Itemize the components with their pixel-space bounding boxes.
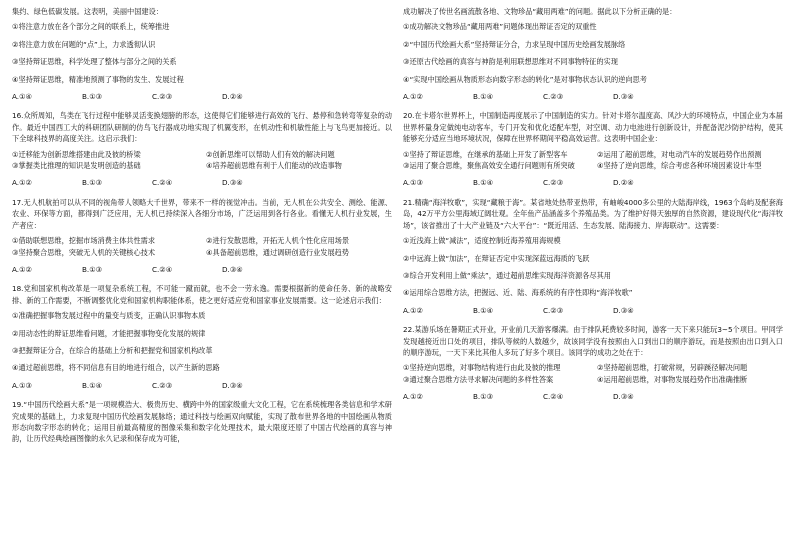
question-20-stem: 20.在卡塔尔世界杯上，中国制造再度展示了中国制造的实力。针对卡塔尔温度高、风沙大的环境特点，中国企业为本届世界杯量身定做纯电动客车，专门开发和优化适配车型，对空调、动力电池进行创新设计，并配备泥沙防护结构，使其能够充分适应当地环境状况，保障在世界杯期间平稳高效运营。这表明中国企业： (403, 111, 783, 144)
option: ④运用综合思维方法，把握远、近、陆、海系统的有序性即构“海洋牧歌” (403, 288, 633, 298)
choice-b[interactable]: B.①③ (82, 264, 103, 274)
question-17-options (12, 235, 392, 258)
option: ④培养超前思维有利于人们能动的改造事物 (206, 161, 342, 171)
option: ①迁移能为创新思维搭建由此及彼的桥梁 (12, 149, 141, 159)
question-18-stem: 18.党和国家机构改革是一项复杂系统工程，不可能一蹴而就，也不会一劳永逸。需要根据新的使命任务、新的战略安排、新的工作需要，不断调整优化党和国家机构职能体系，使之更好适应党和国家事业发展需要。这一论述启示我们： (12, 284, 392, 305)
choice-b[interactable]: B.①③ (473, 392, 494, 402)
question-16-stem: 16.众所周知，鸟类在飞行过程中能够灵活变换翅膀的形态，这使得它们能够进行高效的飞行、悬停和急转弯等复杂的动作。最近中国西工大的科研团队研制的仿鸟飞行器成功地实现了机翼变形，在机动性和机敏性能上与飞鸟更加接近。以下全球科技界的高度关注。这启示我们： (12, 111, 392, 144)
question-22-options (403, 362, 783, 385)
answer-choices (403, 391, 783, 402)
question-17-stem: 17.无人机航拍可以从不同的视角带人领略大千世界，带来不一样的视觉冲击。当前，无人机在公共安全、测绘、能源、农业、环保等方面，都得到广泛应用，无人机已持续深入各细分市场，广泛运用到各行各业。看懂无人机行业发展，生产者应： (12, 197, 392, 230)
choice-c[interactable]: C.②③ (543, 305, 564, 315)
right-column (403, 6, 783, 409)
option: ①坚持了辩证思维，在继承的基础上开发了新型客车 (403, 149, 568, 159)
answer-choices (403, 177, 783, 188)
choice-a[interactable]: A.①③ (403, 178, 423, 188)
intro-text: 集约、绿色低碳发展。这表明，美丽中国建设： (12, 7, 163, 16)
option: ③坚持聚合思维，突破无人机的关键核心技术 (12, 247, 156, 257)
choice-a[interactable]: A.①② (403, 392, 423, 402)
option: ①准确把握事物发展过程中的量变与质变，正确认识事物本质 (12, 311, 206, 321)
left-column (12, 6, 392, 449)
choice-c[interactable]: C.②④ (543, 392, 564, 402)
option: ①坚持逆向思维，对事物结构进行由此及彼的推理 (403, 363, 561, 373)
answer-choices (12, 264, 392, 275)
option: ①成功解决文物珍品“藏用两难”问题体现出辩证否定的双重性 (403, 22, 597, 32)
choice-c[interactable]: C.②③ (543, 178, 564, 188)
choice-a[interactable]: A.①② (12, 178, 32, 188)
option: ①将注意力放在各个部分之间的联系上，统筹推进 (12, 22, 170, 32)
choice-c[interactable]: C.②③ (543, 92, 564, 102)
option: ④通过超前思维，将不同信息有目的地进行组合，以产生新的思路 (12, 363, 220, 373)
answer-choices (12, 177, 392, 188)
choice-d[interactable]: D.②④ (613, 178, 634, 188)
answer-choices (12, 91, 392, 102)
choice-d[interactable]: D.③④ (613, 392, 634, 402)
option: ④运用超前思维，对事物发展趋势作出准确推断 (597, 374, 748, 384)
question-16-options (12, 149, 392, 172)
option: ③坚持辩证思维，科学处理了整体与部分之间的关系 (12, 57, 177, 67)
option: ③把握辩证分合，在综合的基础上分析和把握党和国家机构改革 (12, 345, 213, 355)
choice-d[interactable]: D.③④ (222, 264, 243, 274)
question-19-continued: 成功解决了传世名画流散各地、文物珍品“藏用两难”的问题。据此以下分析正确的是： (403, 7, 677, 16)
choice-b[interactable]: B.①④ (82, 380, 103, 390)
choice-d[interactable]: D.③④ (613, 92, 634, 102)
answer-choices (12, 380, 392, 391)
choice-a[interactable]: A.①④ (12, 92, 32, 102)
option: ②坚持超前思维，打破常规，另辟蹊径解决问题 (597, 363, 748, 373)
choice-c[interactable]: C.②④ (152, 264, 173, 274)
choice-d[interactable]: D.③④ (222, 178, 243, 188)
option: ②用动态性的辩证思维看问题，才能把握事物变化发展的规律 (12, 328, 206, 338)
question-19-stem: 19.“中国历代绘画大系”是一项规模浩大、极贵历史、横跨中外的国家级重大文化工程，它在系统梳理各类信息和学术研究成果的基础上，力求复现中国历代绘画发展脉络；通过科技与绘画双向赋能，实现了散布世界各地的中国绘画从物质形态向数字形态的转化；运用目前最高精度的图像采集和数字化处理技术，最大限度还原了中国古代绘画的真容与神韵，让历代经典绘画图像的永久记录和保存成为可能， (12, 400, 392, 444)
choice-b[interactable]: B.①④ (473, 305, 494, 315)
choice-a[interactable]: A.①② (403, 92, 423, 102)
choice-a[interactable]: A.①② (12, 264, 32, 274)
option: ④“实现中国绘画从物质形态向数字形态的转化”是对事物状态认识的逆向思考 (403, 74, 647, 84)
option: ③通过聚合思维方法寻求解决问题的多样性答案 (403, 374, 554, 384)
option: ③还原古代绘画的真容与神韵是利用联想思维对不同事物特征的实现 (403, 57, 618, 67)
option: ④坚持了逆向思维，综合考虑各种环境因素设计车型 (597, 161, 762, 171)
choice-d[interactable]: D.③④ (613, 305, 634, 315)
choice-b[interactable]: B.①④ (473, 92, 494, 102)
question-21-stem: 21.精确“海洋牧歌”，实现“藏粮于海”。某省地处热带亚热带，有岫峻4000多公里的大陆海岸线，1963个岛屿及配套海岛，42万平方公里海域辽阔壮观。全年鱼产品涵盖多个养殖品类。为了维护好得天独厚的自然资源，建设现代化“海洋牧场”，该省推出了十大产业链及“六大平台”：“既近用活、生态发展、陆海接力、岸海联动”。这需要： (403, 197, 783, 230)
choice-c[interactable]: C.②④ (152, 178, 173, 188)
option: ②将注意力放在问题的“点”上，力求透彻认识 (12, 39, 156, 49)
option: ②中远海上做“加法”，在辩证否定中实现深蓝远海质的飞跃 (403, 253, 590, 263)
option: ②“中国历代绘画大系”坚持辩证分合，力求呈现中国历史绘画发展脉络 (403, 39, 626, 49)
choice-b[interactable]: B.①③ (82, 178, 103, 188)
option: ③掌握类比推理的知识是发明创造的基础 (12, 161, 141, 171)
question-20-options (403, 149, 783, 172)
option: ④坚持辩证思维，精准地预测了事物的发生、发展过程 (12, 74, 184, 84)
option: ④具备超前思维，通过调研创造行业发展趋势 (206, 247, 350, 257)
choice-d[interactable]: D.②④ (222, 92, 243, 102)
option: ②运用了超前思维，对电动汽车的发展趋势作出预测 (597, 149, 762, 159)
option: ①借助联想思维，挖掘市场消费主体共性需求 (12, 236, 156, 246)
choice-c[interactable]: C.②③ (152, 380, 173, 390)
option: ②创新思维可以帮助人们有效的解决问题 (206, 149, 335, 159)
choice-b[interactable]: B.①③ (82, 92, 103, 102)
answer-choices (403, 91, 783, 102)
answer-choices (403, 305, 783, 316)
option: ③综合开发利用上做“乘法”，通过超前思维实现海洋资源各尽其用 (403, 270, 611, 280)
choice-b[interactable]: B.①④ (473, 178, 494, 188)
question-22-stem: 22.某游乐场在暑期正式开业，开业前几天游客爆满。由于排队耗费较多时间，游客一天下来只能玩3~5个项目。甲同学发现越接近出口处的项目，排队等候的人数越少，故该同学没有按照由入口到出口的顺序游玩，而是按照由出口到入口的顺序游玩，一天下来比其他人多玩了好多个项目。该同学的成功之处在于： (403, 325, 783, 357)
option: ③运用了聚合思维，聚焦高效安全通行问题则有所突破 (403, 161, 575, 171)
choice-d[interactable]: D.③④ (222, 380, 243, 390)
option: ②进行发散思维，开拓无人机个性化应用场景 (206, 236, 350, 246)
choice-a[interactable]: A.①② (403, 305, 423, 315)
choice-c[interactable]: C.②③ (152, 92, 173, 102)
option: ①近浅海上做“减法”，适度控制近海养殖用海规模 (403, 236, 561, 246)
choice-a[interactable]: A.①③ (12, 380, 32, 390)
